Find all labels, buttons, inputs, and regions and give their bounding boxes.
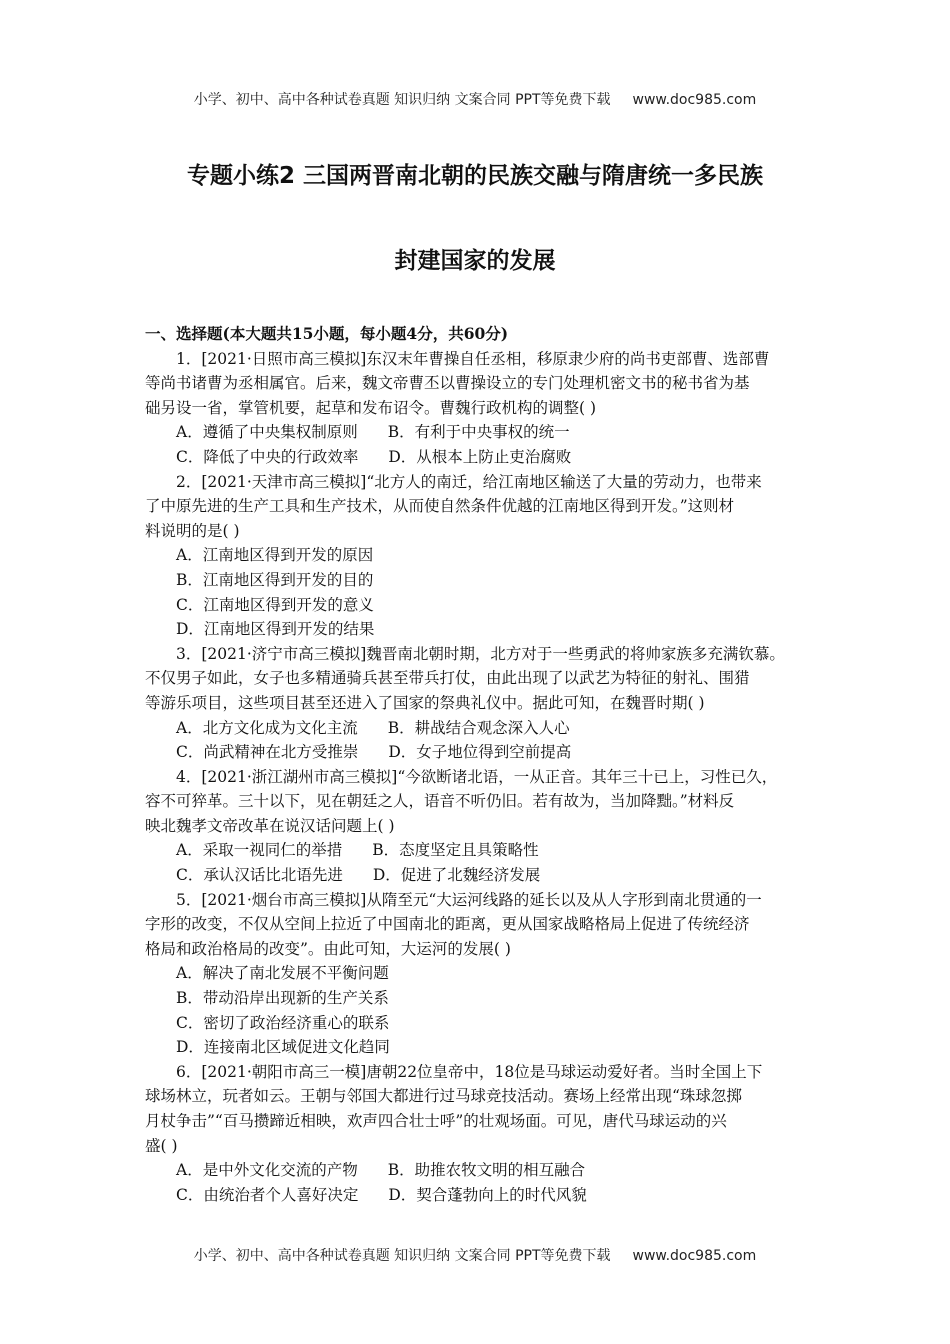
option-row [145, 863, 810, 888]
option-a[interactable]: A．遵循了中央集权制原则 [176, 423, 358, 442]
question-stem: 字形的改变，不仅从空间上拉近了中国南北的距离，更从国家战略格局上促进了传统经济 [145, 915, 750, 934]
question-stem: 盛( ) [145, 1136, 178, 1155]
option-a[interactable]: A．江南地区得到开发的原因 [176, 546, 374, 565]
page-header [0, 89, 950, 109]
option-d[interactable]: D．女子地位得到空前提高 [388, 743, 572, 762]
question-stem: 等尚书诸曹为丞相属官。后来，魏文帝曹丕以曹操设立的专门处理机密文书的秘书省为基 [145, 374, 750, 393]
question-stem: 4．[2021·浙江湖州市高三模拟]“今欲断诸北语，一从正音。其年三十已上，习性已久， [176, 767, 778, 786]
question-2 [145, 470, 810, 642]
question-3 [145, 642, 810, 765]
option-a[interactable]: A．解决了南北发展不平衡问题 [176, 964, 389, 983]
option-b[interactable]: B．耕战结合观念深入人心 [387, 718, 570, 737]
option-c[interactable]: C．降低了中央的行政效率 [176, 447, 359, 466]
option-a[interactable]: A．是中外文化交流的产物 [176, 1161, 358, 1180]
option-row [145, 740, 810, 765]
question-stem: 等游乐项目，这些项目甚至还进入了国家的祭典礼仪中。据此可知，在魏晋时期( ) [145, 693, 705, 712]
question-6 [145, 1060, 810, 1208]
question-stem: 6．[2021·朝阳市高三一模]唐朝22位皇帝中，18位是马球运动爱好者。当时全国上下 [176, 1062, 763, 1081]
header-site[interactable]: www.doc985.com [632, 92, 757, 108]
question-stem: 5．[2021·烟台市高三模拟]从隋至元“大运河线路的延长以及从人字形到南北贯通的一 [176, 890, 762, 909]
header-text: 小学、初中、高中各种试卷真题 知识归纳 文案合同 PPT等免费下载 [193, 92, 611, 108]
option-c[interactable]: C．江南地区得到开发的意义 [176, 595, 374, 614]
question-stem: 球场林立，玩者如云。王朝与邻国大都进行过马球竞技活动。赛场上经常出现“珠球忽掷 [145, 1087, 742, 1106]
question-stem: 3．[2021·济宁市高三模拟]魏晋南北朝时期，北方对于一些勇武的将帅家族多充满钦慕。 [176, 644, 785, 663]
page-title-line2: 封建国家的发展 [394, 248, 556, 274]
page-title: 专题小练2 三国两晋南北朝的民族交融与隋唐统一多民族 [186, 163, 763, 189]
question-stem: 料说明的是( ) [145, 521, 240, 540]
option-row [145, 716, 810, 741]
option-c[interactable]: C．密切了政治经济重心的联系 [176, 1013, 390, 1032]
footer-text: 小学、初中、高中各种试卷真题 知识归纳 文案合同 PPT等免费下载 [193, 1248, 611, 1264]
option-d[interactable]: D．江南地区得到开发的结果 [176, 620, 375, 639]
option-c[interactable]: C．尚武精神在北方受推崇 [176, 743, 359, 762]
option-row [145, 445, 810, 470]
question-stem: 月杖争击”“百马攒蹄近相映，欢声四合壮士呼”的壮观场面。可见，唐代马球运动的兴 [145, 1112, 727, 1130]
option-row [145, 1183, 810, 1208]
option-a[interactable]: A．北方文化成为文化主流 [176, 718, 358, 737]
option-c[interactable]: C．承认汉话比北语先进 [176, 866, 343, 885]
question-stem: 映北魏孝文帝改革在说汉话问题上( ) [145, 816, 395, 835]
section-heading: 一、选择题(本大题共15小题，每小题4分，共60分) [145, 324, 509, 343]
option-b[interactable]: B．态度坚定且具策略性 [372, 841, 539, 860]
option-b[interactable]: B．有利于中央事权的统一 [387, 423, 570, 442]
question-stem: 1．[2021·日照市高三模拟]东汉末年曹操自任丞相，移原隶少府的尚书吏部曹、选部曹 [176, 349, 770, 368]
question-stem: 格局和政治格局的改变”。由此可知，大运河的发展( ) [145, 939, 511, 958]
question-5 [145, 888, 810, 1060]
page-footer [0, 1245, 950, 1265]
option-row [145, 1158, 810, 1183]
option-row [145, 420, 810, 445]
option-d[interactable]: D．连接南北区域促进文化趋同 [176, 1038, 390, 1057]
option-d[interactable]: D．契合蓬勃向上的时代风貌 [388, 1185, 587, 1204]
footer-site[interactable]: www.doc985.com [632, 1248, 757, 1264]
option-d[interactable]: D．从根本上防止吏治腐败 [388, 447, 572, 466]
option-b[interactable]: B．带动沿岸出现新的生产关系 [176, 989, 389, 1008]
option-b[interactable]: B．助推农牧文明的相互融合 [387, 1161, 586, 1180]
question-stem: 础另设一省，掌管机要，起草和发布诏令。曹魏行政机构的调整( ) [145, 398, 597, 417]
option-row [145, 838, 810, 863]
question-stem: 不仅男子如此，女子也多精通骑兵甚至带兵打仗，由此出现了以武艺为特征的射礼、围猎 [145, 669, 750, 688]
question-stem: 了中原先进的生产工具和生产技术，从而使自然条件优越的江南地区得到开发。”这则材 [145, 497, 735, 516]
question-4 [145, 765, 810, 888]
option-b[interactable]: B．江南地区得到开发的目的 [176, 570, 374, 589]
question-content [145, 322, 810, 1207]
question-stem: 2．[2021·天津市高三模拟]“北方人的南迁，给江南地区输送了大量的劳动力，也带来 [176, 472, 762, 491]
option-d[interactable]: D．促进了北魏经济发展 [372, 866, 541, 885]
question-stem: 容不可猝革。三十以下，见在朝廷之人，语音不听仍旧。若有故为，当加降黜。”材料反 [145, 792, 735, 811]
option-a[interactable]: A．采取一视同仁的举措 [176, 841, 343, 860]
option-c[interactable]: C．由统治者个人喜好决定 [176, 1185, 359, 1204]
question-1 [145, 347, 810, 470]
